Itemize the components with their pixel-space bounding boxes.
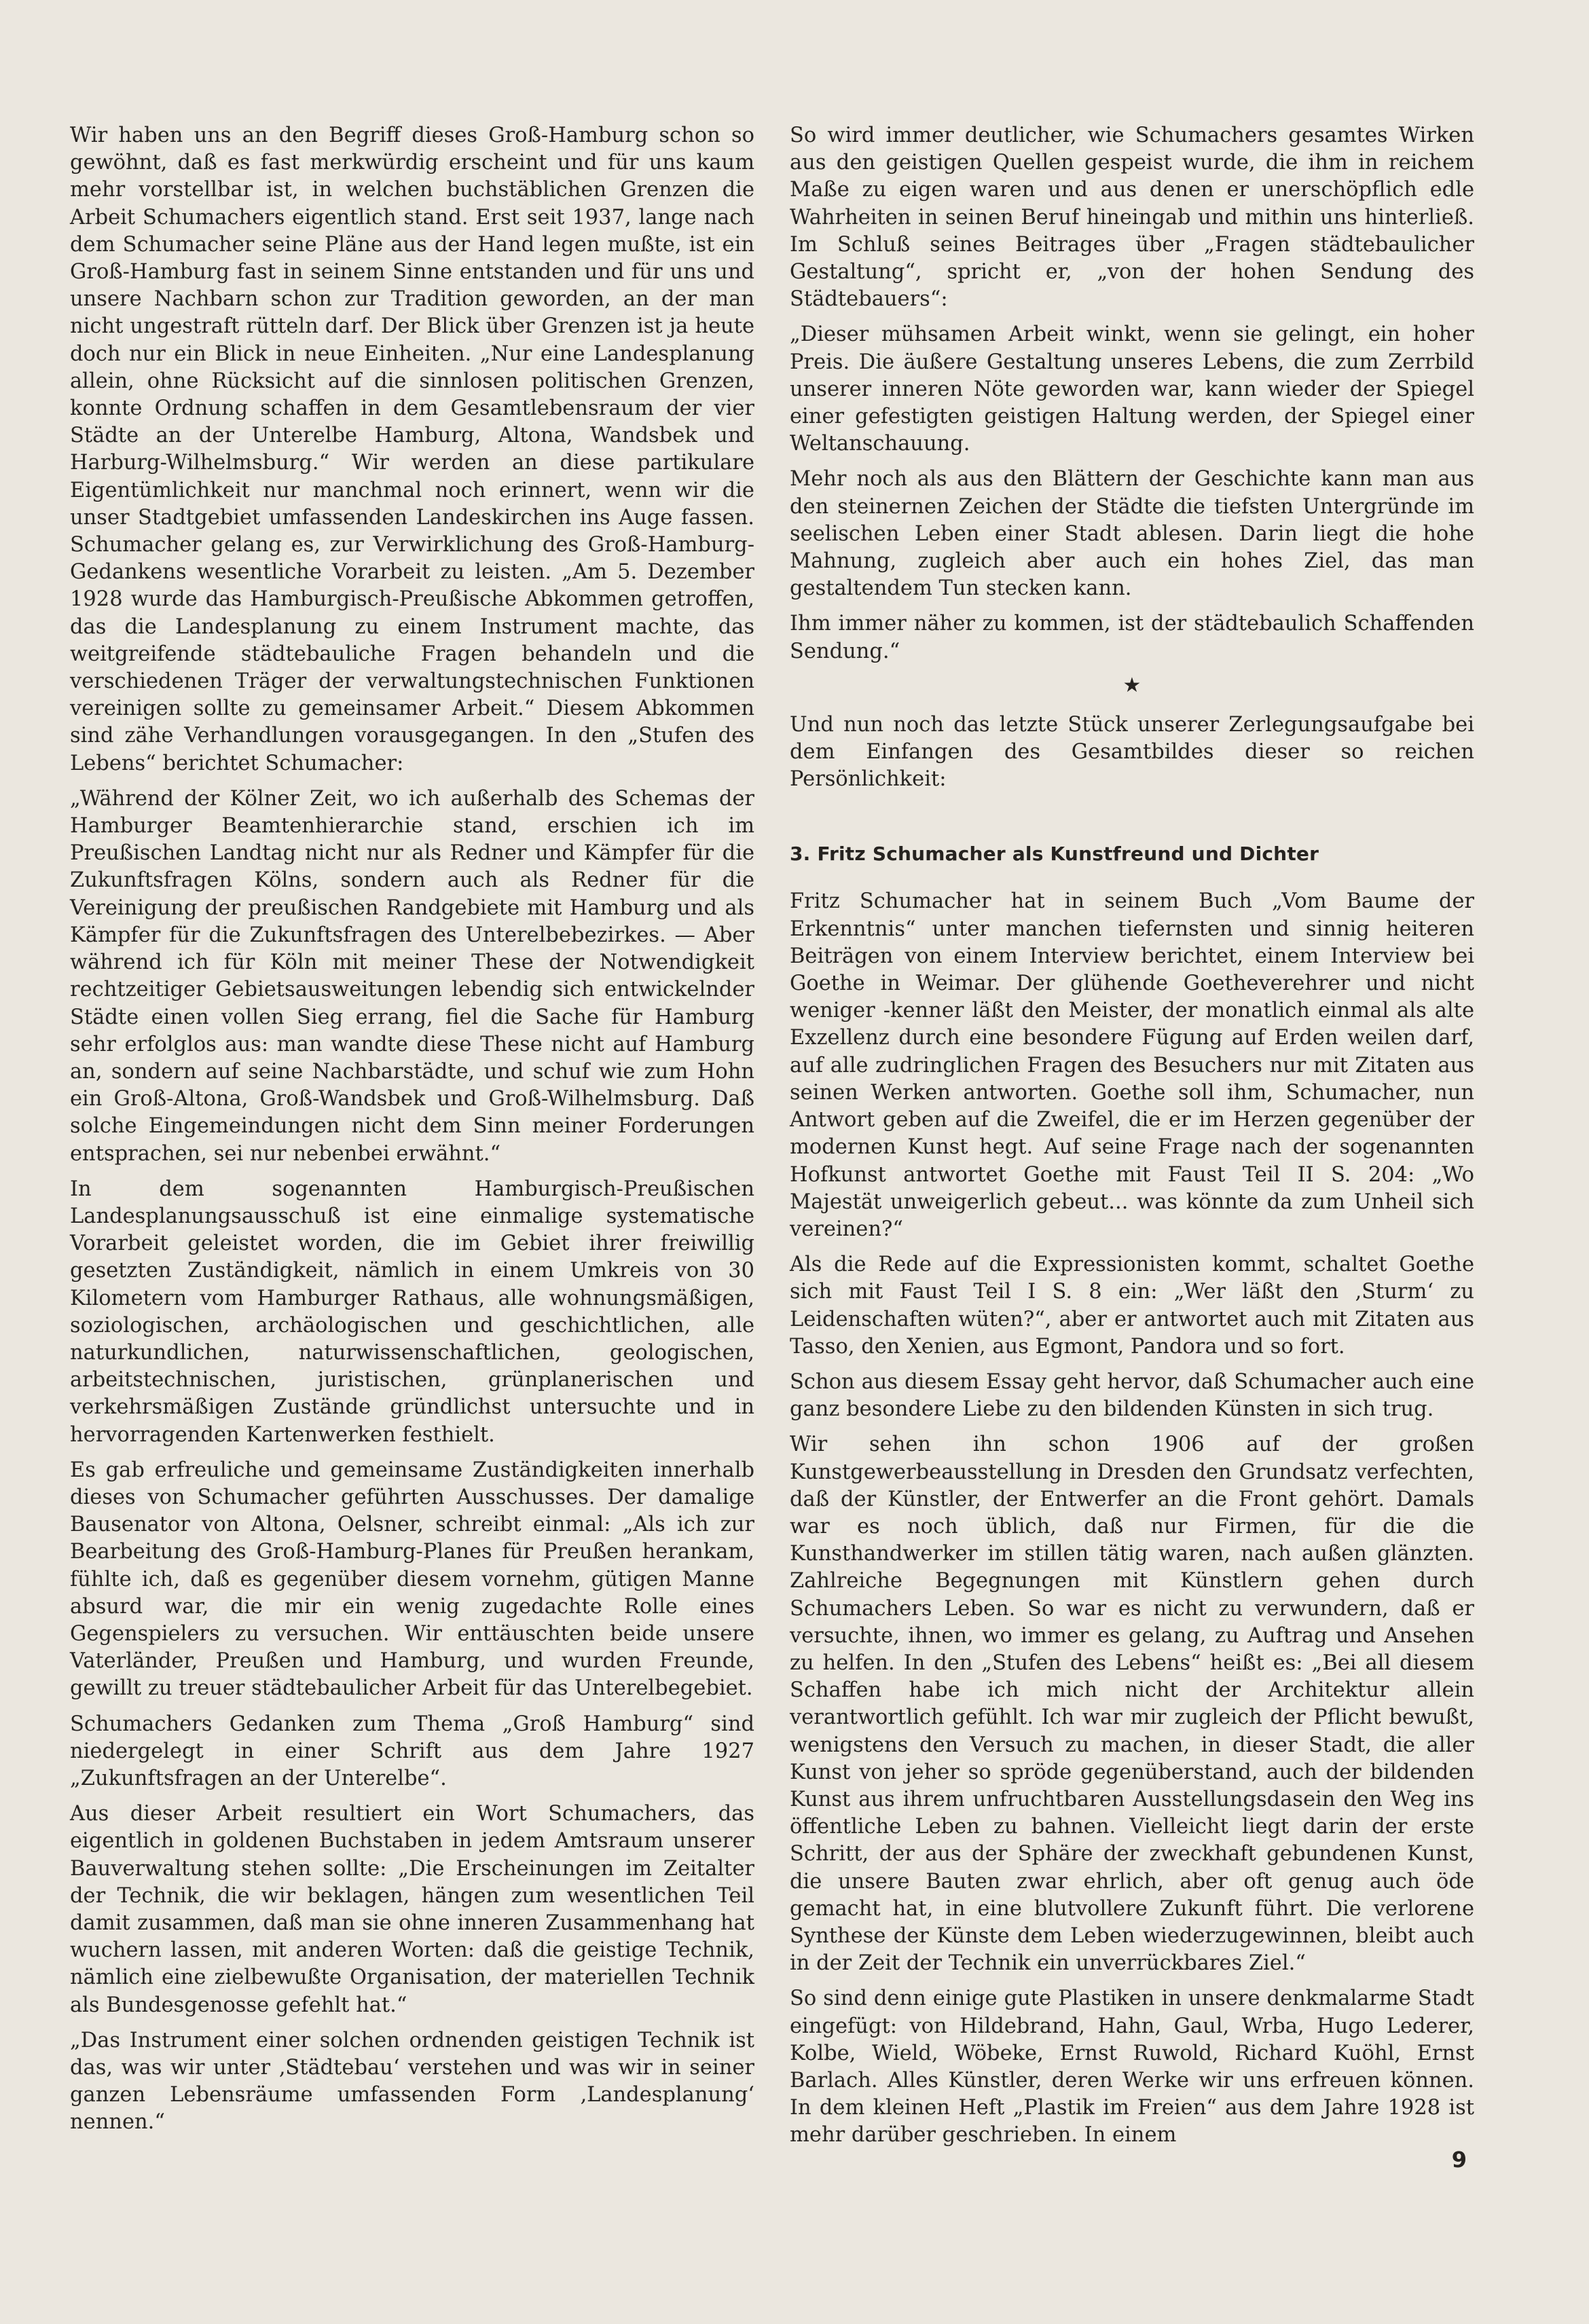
paragraph: Ihm immer näher zu kommen, ist der städtebaulich Schaffenden Sendung.“ <box>790 612 1474 663</box>
section-divider-star: ★ <box>1122 673 1141 697</box>
paragraph: Schumachers Gedanken zum Thema „Groß Hamburg“ sind niedergelegt in einer Schrift aus dem Jahre 1927 „Zukunftsfragen an der Unterelbe“. <box>70 1712 754 1790</box>
page-number: 9 <box>1451 2147 1467 2173</box>
paragraph: So sind denn einige gute Plastiken in unsere denkmalarme Stadt eingefügt: von Hildebrand, Hahn, Gaul, Wrba, Hugo Lederer, Kolbe, Wield, Wöbeke, Ernst Ruwold, Richard Kuöhl, Ernst Barlach. Alles Künstler, deren Werke wir uns erfreuen können. In dem kleinen Heft „Plastik im Freien“ aus dem Jahre 1928 ist mehr darüber geschrieben. In einem <box>790 1987 1474 2147</box>
left-column <box>70 122 754 2145</box>
paragraph: „Während der Kölner Zeit, wo ich außerhalb des Schemas der Hamburger Beamtenhierarchie stand, erschien ich im Preußischen Landtag nicht nur als Redner und Kämpfer für die Zukunftsfragen Kölns, sondern auch als Redner für die Vereinigung der preußischen Randgebiete mit Hamburg und als Kämpfer für die Zukunftsfragen des Unterelbebezirkes. — Aber während ich für Köln mit meiner These der Notwendigkeit rechtzeitiger Gebietsausweitungen lebendig sich entwickelnder Städte einen vollen Sieg errang, fiel die Sache für Hamburg sehr erfolglos aus: man wandte diese These nicht auf Hamburg an, sondern auf seine Nachbarstädte, und schuf wie zum Hohn ein Groß-Altona, Groß-Wandsbek und Groß-Wilhelmsburg. Daß solche Eingemeindungen nicht dem Sinn meiner Forderungen entsprachen, sei nur nebenbei erwähnt.“ <box>70 786 754 1166</box>
paragraph: „Das Instrument einer solchen ordnenden geistigen Technik ist das, was wir unter ‚Städtebau‘ verstehen und was wir in seiner ganzen Lebensräume umfassenden Form ‚Landesplanung‘ nennen.“ <box>70 2028 754 2135</box>
paragraph: So wird immer deutlicher, wie Schumachers gesamtes Wirken aus den geistigen Quellen gespeist wurde, die ihm in reichem Maße zu eigen waren und aus denen er unerschöpflich edle Wahrheiten in seinen Beruf hineingab und mithin uns hinterließ. Im Schluß seines Beitrages über „Fragen städtebaulicher Gestaltung“, spricht er, „von der hohen Sendung des Städtebauers“: <box>790 124 1474 312</box>
paragraph: In dem sogenannten Hamburgisch-Preußischen Landesplanungsausschuß ist eine einmalige systematische Vorarbeit geleistet worden, die im Gebiet ihrer freiwillig gesetzten Zuständigkeit, nämlich in einem Umkreis von 30 Kilometern vom Hamburger Rathaus, alle wohnungsmäßigen, soziologischen, archäologischen und geschichtlichen, alle naturkundlichen, naturwissenschaftlichen, geologischen, arbeitstechnischen, juristischen, grünplanerischen und verkehrsmäßigen Zustände gründlichst untersuchte und in hervorragenden Kartenwerken festhielt. <box>70 1177 754 1447</box>
paragraph: Wir haben uns an den Begriff dieses Groß-Hamburg schon so gewöhnt, daß es fast merkwürdig erscheint und für uns kaum mehr vorstellbar ist, in welchen buchstäblichen Grenzen die Arbeit Schumachers eigentlich stand. Erst seit 1937, lange nach dem Schumacher seine Pläne aus der Hand legen mußte, ist ein Groß-Hamburg fast in seinem Sinne entstanden und für uns und unsere Nachbarn schon zur Tradition geworden, an der man nicht ungestraft rütteln darf. Der Blick über Grenzen ist ja heute doch nur ein Blick in neue Einheiten. „Nur eine Landesplanung allein, ohne Rücksicht auf die sinnlosen politischen Grenzen, konnte Ordnung schaffen in dem Gesamtlebensraum der vier Städte an der Unterelbe Hamburg, Altona, Wandsbek und Harburg-Wilhelmsburg.“ Wir werden an diese partikulare Eigentümlichkeit nur manchmal noch erinnert, wenn wir die unser Stadtgebiet umfassenden Landeskirchen ins Auge fassen. Schumacher gelang es, zur Verwirklichung des Groß-Hamburg-Gedankens wesentliche Vorarbeit zu leisten. „Am 5. Dezember 1928 wurde das Hamburgisch-Preußische Abkommen getroffen, das die Landesplanung zu einem Instrument machte, das weitgreifende städtebauliche Fragen behandeln und die verschiedenen Träger der verwaltungstechnischen Funktionen vereinigen sollte zu gemeinsamer Arbeit.“ Diesem Abkommen sind zähe Verhandlungen vorausgegangen. In den „Stufen des Lebens“ berichtet Schumacher: <box>70 124 754 775</box>
paragraph: Es gab erfreuliche und gemeinsame Zuständigkeiten innerhalb dieses von Schumacher geführten Ausschusses. Der damalige Bausenator von Altona, Oelsner, schreibt einmal: „Als ich zur Bearbeitung des Groß-Hamburg-Planes für Preußen herankam, fühlte ich, daß es gegenüber diesem vornehm, gütigen Manne absurd war, die mir ein wenig zugedachte Rolle eines Gegenspielers zu versuchen. Wir enttäuschten beide unsere Vaterländer, Preußen und Hamburg, und wurden Freunde, gewillt zu treuer städtebaulicher Arbeit für das Unterelbegebiet. <box>70 1458 754 1701</box>
paragraph: Mehr noch als aus den Blättern der Geschichte kann man aus den steinernen Zeichen der Städte die tiefsten Untergründe im seelischen Leben einer Stadt ablesen. Darin liegt die hohe Mahnung, zugleich aber auch ein hohes Ziel, das man gestaltendem Tun stecken kann. <box>790 467 1474 601</box>
paragraph: Fritz Schumacher hat in seinem Buch „Vom Baume der Erkenntnis“ unter manchen tiefernsten und sinnig heiteren Beiträgen von einem Interview berichtet, einem Interview bei Goethe in Weimar. Der glühende Goetheverehrer und nicht weniger -kenner läßt den Meister, der monatlich einmal als alte Exzellenz durch eine besondere Fügung auf Erden weilen darf, auf alle zudringlichen Fragen des Besuchers nur mit Zitaten aus seinen Werken antworten. Goethe soll ihm, Schumacher, nun Antwort geben auf die Zweifel, die er im Herzen gegenüber der modernen Kunst hegt. Auf seine Frage nach der sogenannten Hofkunst antwortet Goethe mit Faust Teil II S. 204: „Wo Majestät unweigerlich gebeut... was könnte da zum Unheil sich vereinen?“ <box>790 889 1474 1241</box>
paragraph: Wir sehen ihn schon 1906 auf der großen Kunstgewerbeausstellung in Dresden den Grundsatz verfechten, daß der Künstler, der Entwerfer an die Front gehört. Damals war es noch üblich, daß nur Firmen, für die die Kunsthandwerker im stillen tätig waren, nach außen glänzten. Zahlreiche Begegnungen mit Künstlern gehen durch Schumachers Leben. So war es nicht zu verwundern, daß er versuchte, ihnen, wo immer es gelang, zu Auftrag und Ansehen zu helfen. In den „Stufen des Lebens“ heißt es: „Bei all diesem Schaffen habe ich mich nicht der Architektur allein verantwortlich gefühlt. Ich war mir zugleich der Pflicht bewußt, wenigstens den Versuch zu machen, in dieser Stadt, die aller Kunst von jeher so spröde gegenüberstand, auch der bildenden Kunst aus ihrem unfruchtbaren Ausstellungsdasein den Weg ins öffentliche Leben zu bahnen. Vielleicht liegt darin der erste Schritt, der aus der Sphäre der zweckhaft gebundenen Kunst, die unsere Bauten zwar ehrlich, aber oft genug auch öde gemacht hat, in eine blutvollere Zukunft führt. Die verlorene Synthese der Künste dem Leben wiederzugewinnen, bleibt auch in der Zeit der Technik ein unverrückbares Ziel.“ <box>790 1433 1474 1976</box>
paragraph: Aus dieser Arbeit resultiert ein Wort Schumachers, das eigentlich in goldenen Buchstaben in jedem Amtsraum unserer Bauverwaltung stehen sollte: „Die Erscheinungen im Zeitalter der Technik, die wir beklagen, hängen zum wesentlichen Teil damit zusammen, daß man sie ohne inneren Zusammenhang hat wuchern lassen, mit anderen Worten: daß die geistige Technik, nämlich eine zielbewußte Organisation, der materiellen Technik als Bundesgenosse gefehlt hat.“ <box>70 1802 754 2017</box>
paragraph: Als die Rede auf die Expressionisten kommt, schaltet Goethe sich mit Faust Teil I S. 8 ein: „Wer läßt den ‚Sturm‘ zu Leidenschaften wüten?“, aber er antwortet auch mit Zitaten aus Tasso, den Xenien, aus Egmont, Pandora und so fort. <box>790 1253 1474 1359</box>
paragraph: Schon aus diesem Essay geht hervor, daß Schumacher auch eine ganz besondere Liebe zu den bildenden Künsten in sich trug. <box>790 1369 1474 1422</box>
paragraph: Und nun noch das letzte Stück unserer Zerlegungsaufgabe bei dem Einfangen des Gesamtbildes dieser so reichen Persönlichkeit: <box>790 712 1474 792</box>
section-heading: 3. Fritz Schumacher als Kunstfreund und Dichter <box>790 843 1319 866</box>
right-column <box>790 122 1474 2158</box>
paragraph: „Dieser mühsamen Arbeit winkt, wenn sie gelingt, ein hoher Preis. Die äußere Gestaltung unseres Lebens, die zum Zerrbild unserer inneren Nöte geworden war, kann wieder der Spiegel einer gefestigten geistigen Haltung werden, der Spiegel einer Weltanschauung. <box>790 322 1474 456</box>
